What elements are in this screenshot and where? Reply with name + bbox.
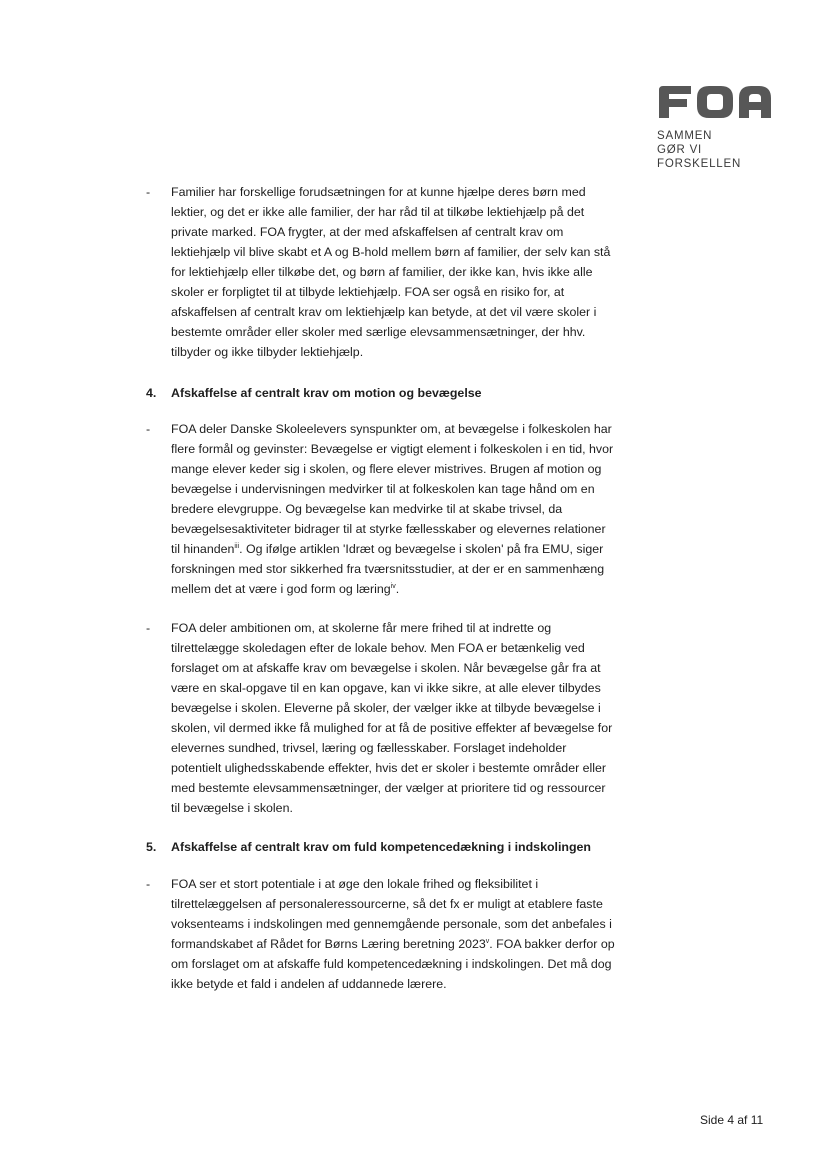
bullet-text: FOA deler ambitionen om, at skolerne får mere frihed til at indrette og tilrettelægge skoledagen efter de lokale behov. Men FOA er betænkelig ved forslaget om at afskaffe krav om bevægelse i skolen. Når bevægelse går fra at være en skal-opgave til en kan opgave, kan vi ikke sikre, at alle elever tilbydes bevægelse i skolen. Eleverne på skoler, der vælger ikke at tilbyde bevægelse i skolen, vil dermed ikke få mulighed for at få de positive effekter af bevægelse for elevernes sundhed, trivsel, læring og fællesskaber. Forslaget indeholder potentielt ulighedsskabende effekter, hvis det er skoler i bestemte områder eller med bestemte elevsammensætninger, der vælger at prioritere tid og ressourcer til bevægelse i skolen. <box>171 621 613 815</box>
bullet-text-cont: . FOA bakker derfor op om forslaget om at afskaffe fuld kompetencedækning i indskolingen. Det må dog ikke betyde et fald i andelen af uddannede lærere. <box>171 937 615 991</box>
bullet-bevaegelse-formaal <box>146 419 616 599</box>
footnote-ref[interactable]: iv <box>390 582 396 590</box>
bullet-dash: - <box>146 877 151 891</box>
bullet-text: FOA ser et stort potentiale i at øge den lokale frihed og fleksibilitet i tilrettelæggelsen af personaleressourcerne, så det fx er muligt at etablere faste voksenteams i indskolingen med gennemgående personale, som det anbefales i formandskabet af Rådet for Børns Læring beretning 2023 <box>171 877 612 951</box>
bullet-dash: - <box>146 621 151 635</box>
section-title: Afskaffelse af centralt krav om fuld kompetencedækning i indskolingen <box>171 840 592 854</box>
bullet-text-cont: . Og ifølge artiklen 'Idræt og bevægelse i skolen' på fra EMU, siger forskningen med stor sikkerhed fra tværsnitsstudier, at der er en sammenhæng mellem det at være i god form og læring <box>171 542 605 596</box>
footnote-ref[interactable]: v <box>485 937 490 945</box>
section-number: 4. <box>146 386 157 400</box>
logo-tagline <box>657 129 777 171</box>
tagline-line-2: GØR VI FORSKELLEN <box>657 144 742 170</box>
footnote-ref[interactable]: iii <box>234 542 240 550</box>
page-number: Side 4 af 11 <box>700 1113 764 1127</box>
bullet-dash: - <box>146 185 151 199</box>
section-heading-5 <box>146 838 616 856</box>
section-heading-4 <box>146 384 616 402</box>
bullet-lektiehjaelp <box>146 182 616 362</box>
section-title: Afskaffelse af centralt krav om motion og bevægelse <box>171 386 482 400</box>
bullet-text: FOA deler Danske Skoleelevers synspunkter om, at bevægelse i folkeskolen har flere formål og gevinster: Bevægelse er vigtigt element i folkeskolen i en tid, hvor mange elever keder sig i skolen, og flere elever mistrives. Brugen af motion og bevægelse i undervisningen medvirker til at folkeskolen kan tage hånd om en bredere elevgruppe. Og bevægelse kan medvirke til at skabe trivsel, da bevægelsesaktiviteter bidrager til at styrke fællesskaber og elevernes relationer til hinanden <box>171 422 614 556</box>
section-number: 5. <box>146 840 157 854</box>
foa-logo <box>657 84 777 171</box>
bullet-bevaegelse-krav <box>146 618 616 818</box>
bullet-text-end: . <box>395 582 400 596</box>
bullet-text: Familier har forskellige forudsætningen for at kunne hjælpe deres børn med lektier, og det er ikke alle familier, der har råd til at tilkøbe lektiehjælp på det private marked. FOA frygter, at der med afskaffelsen af centralt krav om lektiehjælp vil blive skabt et A og B-hold mellem børn af familier, der selv kan stå for lektiehjælp eller tilkøbe det, og børn af familier, der ikke kan, hvis ikke alle skoler er forpligtet til at tilbyde lektiehjælp. FOA ser også en risiko for, at afskaffelsen af centralt krav om lektiehjælp kan betyde, at det vil være skoler i bestemte områder eller skoler med særlige elevsammensætninger, der hhv. tilbyder og ikke tilbyder lektiehjælp. <box>171 185 611 359</box>
bullet-kompetencedaekning <box>146 874 616 994</box>
bullet-dash: - <box>146 422 151 436</box>
document-body <box>146 182 616 994</box>
tagline-line-1: SAMMEN <box>657 130 713 142</box>
foa-logo-mark <box>657 84 773 120</box>
